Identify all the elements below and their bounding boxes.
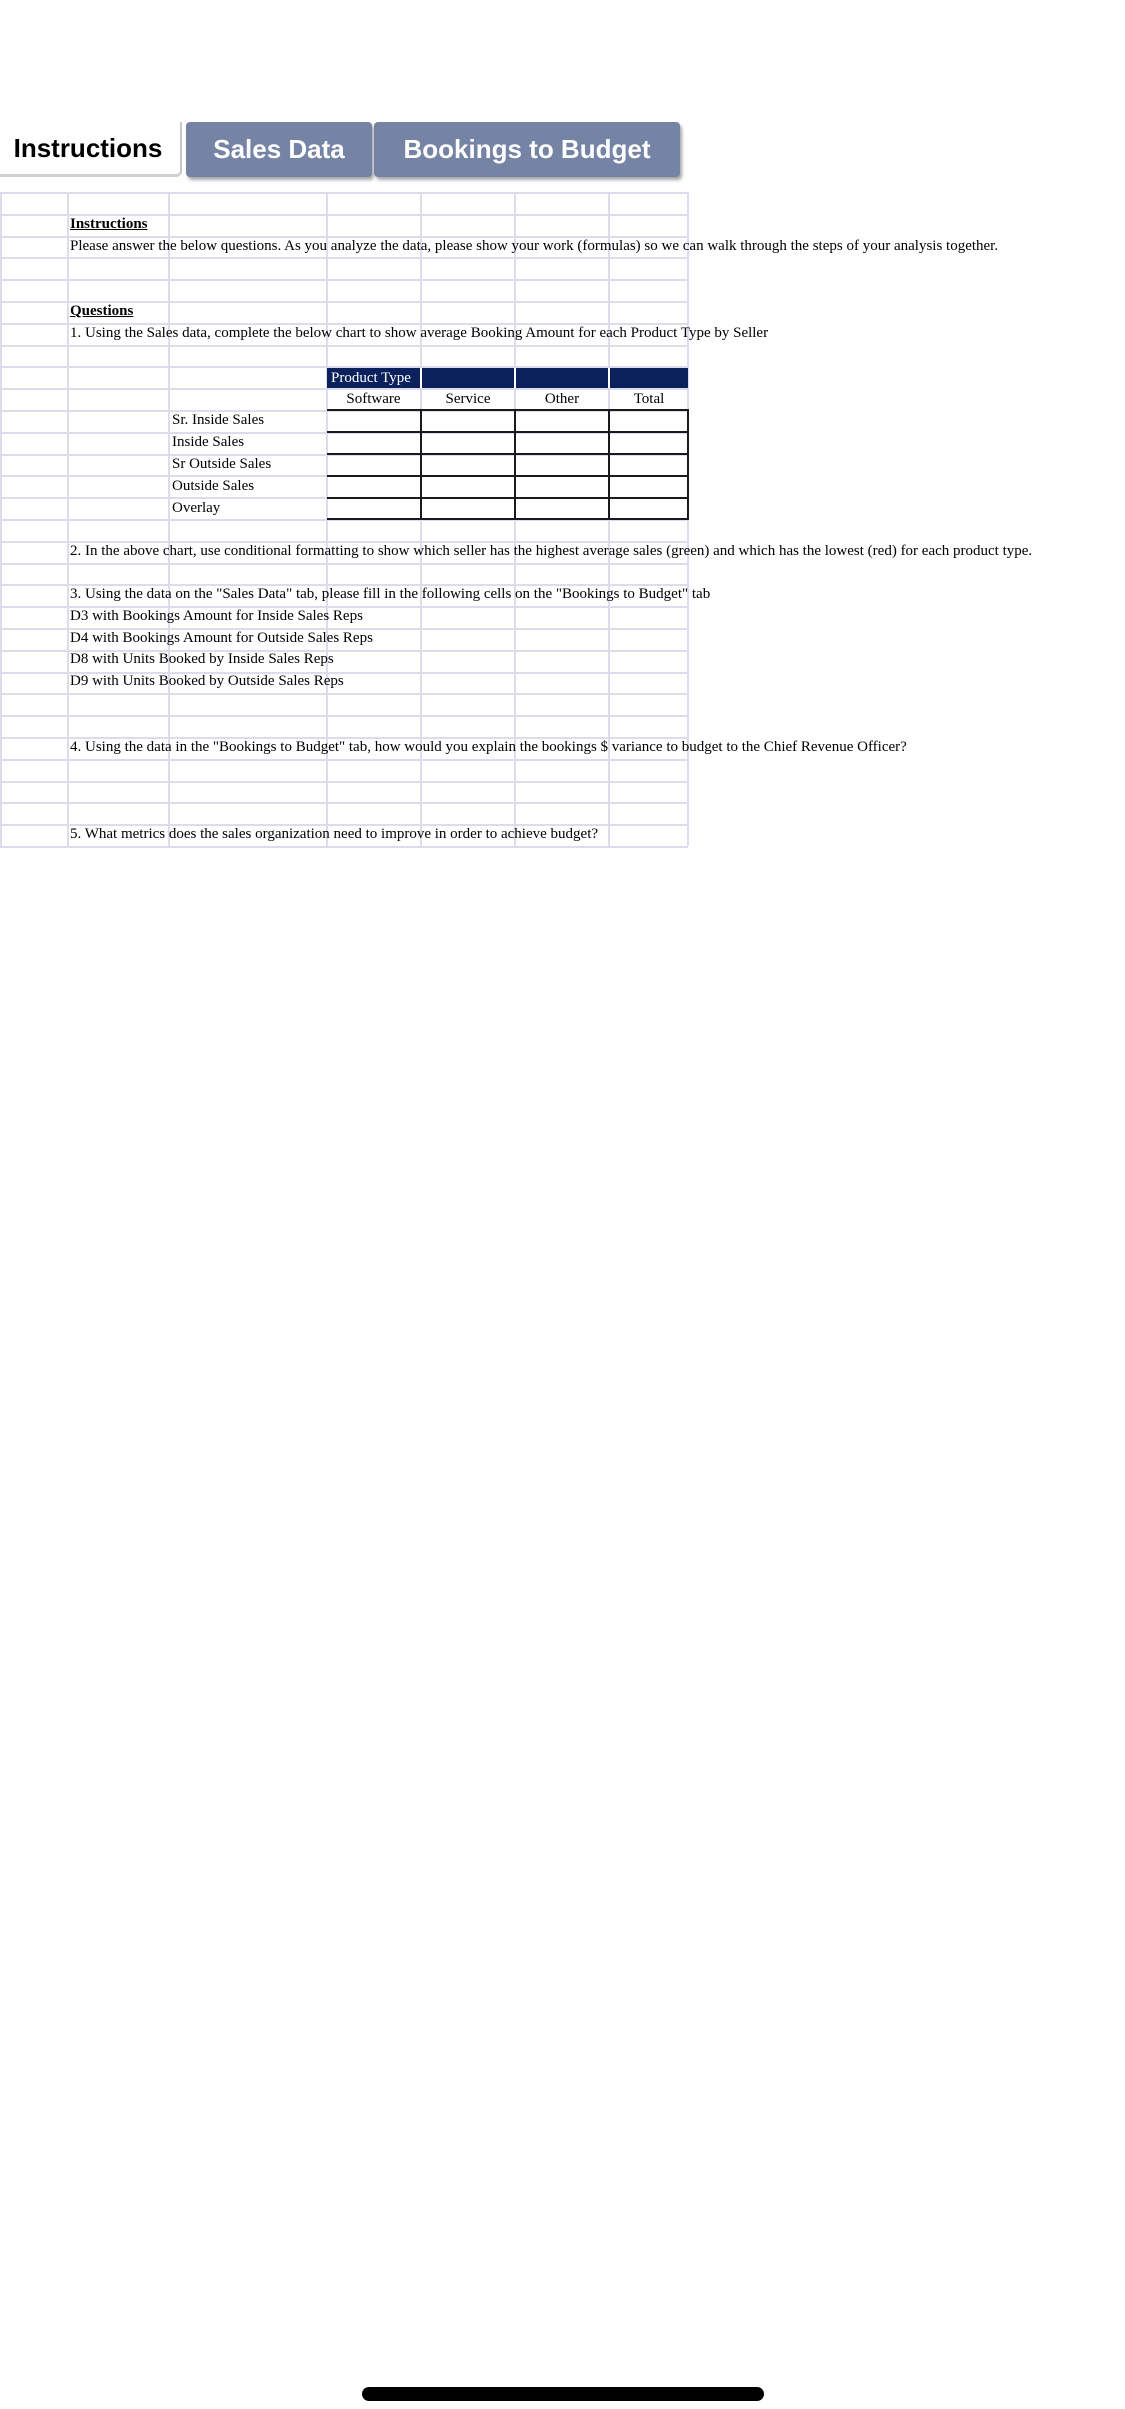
column-header-software: Software [346,391,401,407]
grid-row-line [0,715,688,717]
home-indicator[interactable] [362,2387,764,2401]
table-border [327,497,689,499]
column-header-total: Total [633,391,665,407]
grid-row-line [0,693,688,695]
question-3-item: D3 with Bookings Amount for Inside Sales Reps [70,608,363,624]
grid-row-line [0,759,688,761]
product-type-header: Product Type [331,370,411,386]
question-4: 4. Using the data in the "Bookings to Budget" tab, how would you explain the bookings $ variance to budget to the Chief Revenue Officer? [70,739,907,755]
table-border [420,409,422,520]
row-label-inside-sales: Inside Sales [172,434,245,450]
question-3: 3. Using the data on the "Sales Data" tab, please fill in the following cells on the "Bookings to Budget" tab [70,586,711,602]
table-border [687,409,689,520]
table-border [327,431,689,433]
grid-row-line [0,257,688,259]
instructions-heading: Instructions [70,216,148,232]
grid-row-line [0,563,688,565]
header-separator [420,368,422,388]
table-border [327,475,689,477]
instructions-text: Please answer the below questions. As you analyze the data, please show your work (formulas) so we can walk through the steps of your analysis together. [70,238,999,254]
tab-sales-data[interactable]: Sales Data [186,122,372,177]
header-separator [608,368,610,388]
table-border [514,409,516,520]
question-3-item: D9 with Units Booked by Outside Sales Reps [70,673,344,689]
row-label-overlay: Overlay [172,500,221,516]
questions-heading: Questions [70,303,134,319]
table-border [327,453,689,455]
table-border [327,518,689,520]
question-2: 2. In the above chart, use conditional formatting to show which seller has the highest average sales (green) and which has the lowest (red) for each product type. [70,543,1033,559]
tab-instructions[interactable]: Instructions [0,122,182,177]
column-header-service: Service [445,391,491,407]
row-label-sr-inside-sales: Sr. Inside Sales [172,412,265,428]
question-3-item: D4 with Bookings Amount for Outside Sales Reps [70,630,373,646]
question-5: 5. What metrics does the sales organization need to improve in order to achieve budget? [70,826,599,842]
grid-row-line [0,802,688,804]
tab-bookings-to-budget[interactable]: Bookings to Budget [374,122,680,177]
grid-row-line [0,345,688,347]
table-border [327,409,689,411]
grid-row-line [0,192,688,194]
header-separator [514,368,516,388]
question-3-item: D8 with Units Booked by Inside Sales Reps [70,651,334,667]
row-label-sr-outside-sales: Sr Outside Sales [172,456,272,472]
question-1: 1. Using the Sales data, complete the below chart to show average Booking Amount for each Product Type by Seller [70,325,769,341]
grid-row-line [0,781,688,783]
grid-row-line [0,279,688,281]
column-header-other: Other [544,391,580,407]
grid-row-line [0,846,688,848]
row-label-outside-sales: Outside Sales [172,478,255,494]
table-border [608,409,610,520]
